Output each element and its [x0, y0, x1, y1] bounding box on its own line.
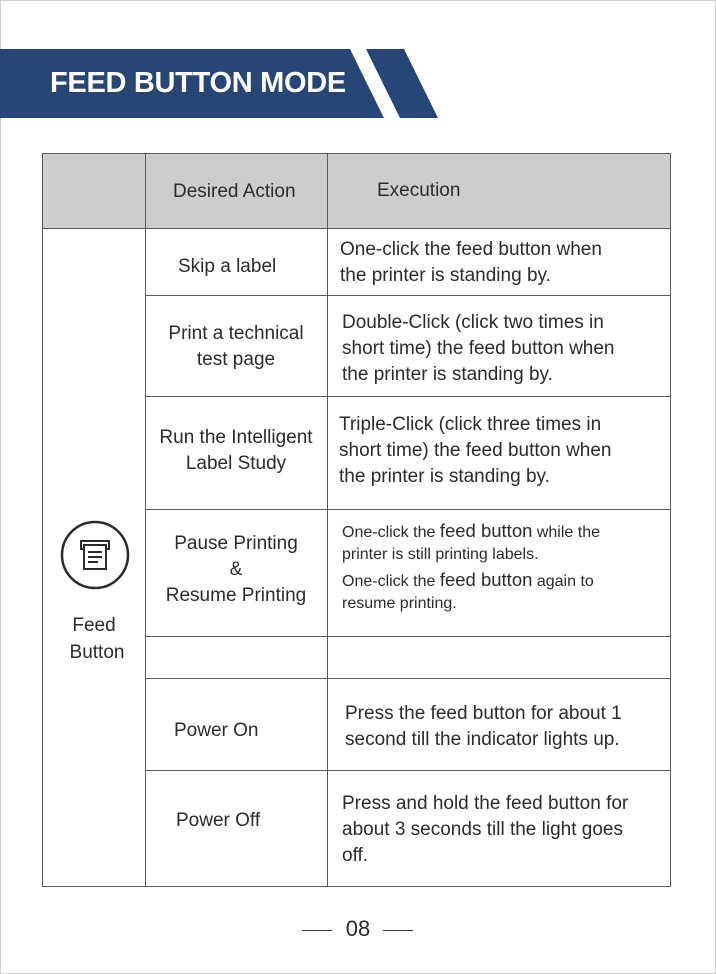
action-pause-printing: Pause Printing	[174, 533, 298, 554]
execution-line: Double-Click (click two times in	[342, 312, 604, 333]
row-divider	[145, 295, 670, 296]
execution-line: Press and hold the feed button for	[342, 793, 629, 814]
page-number: 08	[345, 916, 371, 941]
action-power-on: Power On	[174, 720, 259, 741]
row-divider	[145, 770, 670, 771]
row-divider	[145, 509, 670, 510]
column-header-execution: Execution	[377, 180, 461, 201]
row-divider	[145, 636, 670, 637]
execution-line: One-click the feed button again to	[342, 569, 594, 590]
execution-line: Triple-Click (click three times in	[339, 414, 602, 435]
execution-line: about 3 seconds till the light goes	[342, 819, 623, 840]
execution-line: printer is still printing labels.	[342, 546, 539, 563]
execution-line: short time) the feed button when	[342, 338, 615, 359]
row-label-button: Button	[69, 642, 125, 663]
execution-line: One-click the feed button while the	[342, 520, 600, 541]
table-header-row	[43, 154, 670, 228]
action-label-study: Label Study	[185, 453, 287, 474]
execution-line: One-click the feed button when	[340, 239, 602, 260]
column-divider	[145, 154, 146, 886]
action-print-test-page: test page	[196, 349, 276, 370]
execution-line: off.	[342, 845, 369, 866]
action-resume-printing: Resume Printing	[165, 585, 307, 606]
execution-line: the printer is standing by.	[339, 466, 550, 487]
execution-line: Press the feed button for about 1	[345, 703, 622, 724]
feed-button-table	[42, 153, 671, 887]
column-divider	[327, 154, 328, 886]
page-number-rule-left	[302, 930, 332, 931]
action-power-off: Power Off	[176, 810, 261, 831]
execution-line: resume printing.	[342, 595, 457, 612]
action-print-test-page: Print a technical	[168, 323, 304, 344]
action-skip-label: Skip a label	[178, 256, 277, 277]
execution-line: short time) the feed button when	[339, 440, 612, 461]
row-divider	[145, 396, 670, 397]
action-ampersand: &	[229, 559, 243, 580]
execution-line: the printer is standing by.	[340, 265, 551, 286]
page-number-rule-right	[383, 930, 413, 931]
row-divider	[145, 678, 670, 679]
page-title: FEED BUTTON MODE	[50, 67, 346, 99]
row-label-feed: Feed	[72, 615, 116, 636]
row-divider	[43, 228, 670, 229]
execution-line: second till the indicator lights up.	[345, 729, 620, 750]
column-header-action: Desired Action	[173, 181, 296, 202]
execution-line: the printer is standing by.	[342, 364, 553, 385]
action-label-study: Run the Intelligent	[159, 427, 313, 448]
feed-button-icon	[60, 520, 130, 590]
